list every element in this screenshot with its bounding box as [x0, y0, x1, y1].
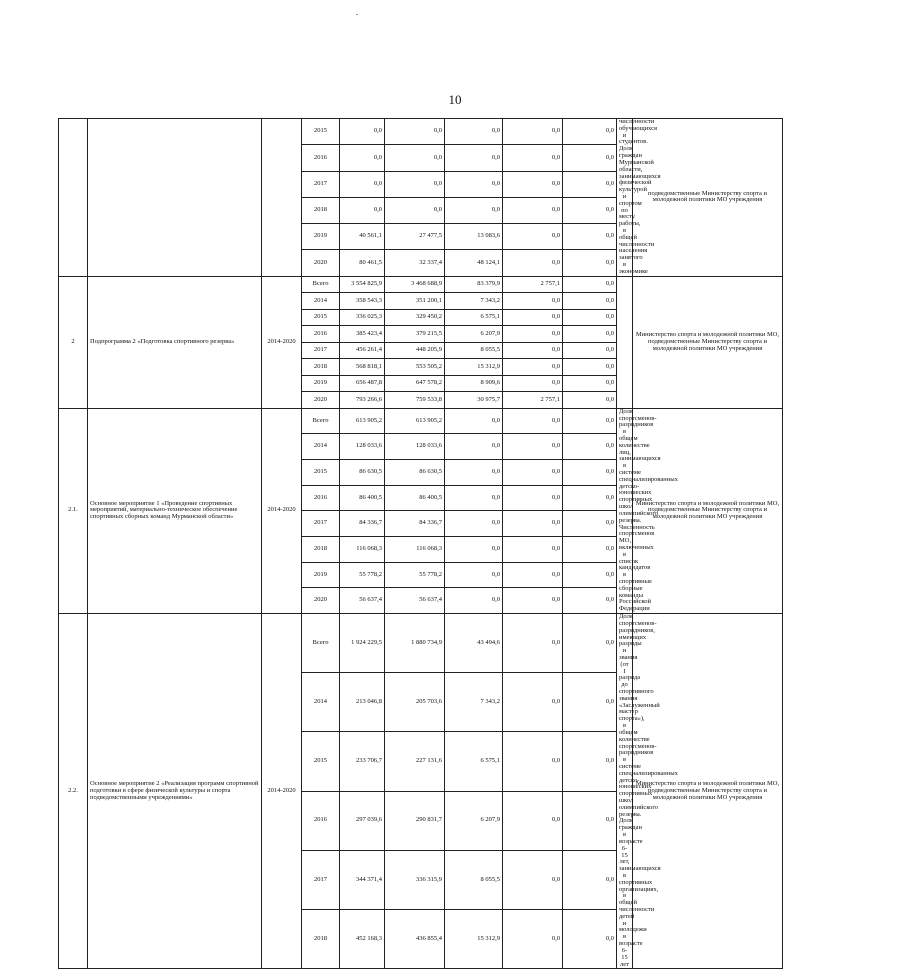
amount-cell: 0,0	[503, 460, 563, 486]
amount-cell: 0,0	[503, 910, 563, 969]
amount-cell: 6 575,1	[445, 309, 503, 326]
amount-cell: 0,0	[563, 562, 617, 588]
amount-cell: 205 703,6	[385, 673, 445, 732]
amount-cell: 128 033,6	[385, 434, 445, 460]
amount-cell: 6 575,1	[445, 732, 503, 791]
year-cell: 2015	[302, 119, 340, 145]
amount-cell: 0,0	[563, 342, 617, 359]
executor-cell: Министерство спорта и молодежной политики МО, подведомственные Министерству спорта и молодежной политики МО учреждения	[633, 614, 783, 969]
amount-cell: 379 215,5	[385, 326, 445, 343]
executor-cell: Министерство спорта и молодежной политики МО, подведомственные Министерству спорта и молодежной политики МО учреждения	[633, 408, 783, 613]
amount-cell: 0,0	[385, 171, 445, 197]
amount-cell: 0,0	[563, 485, 617, 511]
page-number: 10	[448, 92, 462, 107]
amount-cell: 0,0	[503, 732, 563, 791]
amount-cell: 0,0	[445, 434, 503, 460]
year-cell: 2018	[302, 910, 340, 969]
amount-cell: 290 831,7	[385, 791, 445, 850]
item-period: 2014-2020	[262, 408, 302, 613]
indicator-cell: Доля спортсменов-разрядников в общем количестве лиц, занимающихся в системе специализированных детско-юношеских спортивных школ олимпийского резерва. Численность спортсменов МО, включенных в список кандидатов в спортивные сборные команды Российской Федерации	[617, 408, 633, 613]
amount-cell: 80 461,5	[340, 250, 385, 276]
year-cell: 2015	[302, 309, 340, 326]
item-name: Основное мероприятие 1 «Проведение спортивных мероприятий, материально-техническое обеспечение спортивных сборных команд Мурманской области»	[88, 408, 262, 613]
item-number: 2.1.	[59, 408, 88, 613]
year-cell: 2016	[302, 145, 340, 171]
item-name: Подпрограмма 2 «Подготовка спортивного резерва»	[88, 276, 262, 408]
amount-cell: 32 337,4	[385, 250, 445, 276]
amount-cell: 0,0	[385, 145, 445, 171]
amount-cell: 0,0	[503, 250, 563, 276]
amount-cell: 8 909,6	[445, 375, 503, 392]
item-name: Основное мероприятие 2 «Реализация программ спортивной подготовки в сфере физической культуры и спорта подведомственными учреждениями»	[88, 614, 262, 969]
amount-cell: 0,0	[563, 119, 617, 145]
year-cell: 2020	[302, 392, 340, 409]
amount-cell: 0,0	[563, 673, 617, 732]
amount-cell: 86 400,5	[385, 485, 445, 511]
amount-cell: 0,0	[503, 119, 563, 145]
amount-cell: 13 083,6	[445, 224, 503, 250]
amount-cell: 0,0	[445, 562, 503, 588]
amount-cell: 0,0	[503, 408, 563, 434]
amount-cell: 0,0	[503, 562, 563, 588]
item-period: 2014-2020	[262, 276, 302, 408]
amount-cell: 0,0	[563, 910, 617, 969]
year-cell: 2015	[302, 460, 340, 486]
amount-cell: 0,0	[340, 119, 385, 145]
amount-cell: 0,0	[503, 614, 563, 673]
executor-cell: подведомственные Министерству спорта и молодежной политики МО учреждения	[633, 119, 783, 277]
amount-cell: 456 261,4	[340, 342, 385, 359]
executor-cell: Министерство спорта и молодежной политики МО, подведомственные Министерству спорта и молодежной политики МО учреждения	[633, 276, 783, 408]
item-number: 2	[59, 276, 88, 408]
amount-cell: 0,0	[563, 197, 617, 223]
amount-cell: 0,0	[503, 145, 563, 171]
amount-cell: 647 578,2	[385, 375, 445, 392]
year-cell: Всего	[302, 614, 340, 673]
year-cell: Всего	[302, 276, 340, 293]
amount-cell: 0,0	[503, 359, 563, 376]
year-cell: 2017	[302, 511, 340, 537]
amount-cell: 336 315,9	[385, 850, 445, 909]
amount-cell: 227 131,6	[385, 732, 445, 791]
amount-cell: 55 778,2	[340, 562, 385, 588]
amount-cell: 3 468 688,9	[385, 276, 445, 293]
amount-cell: 0,0	[503, 326, 563, 343]
year-cell: 2016	[302, 326, 340, 343]
year-cell: 2019	[302, 375, 340, 392]
item-name	[88, 119, 262, 277]
amount-cell: 0,0	[563, 537, 617, 563]
indicator-cell	[617, 276, 633, 408]
amount-cell: 0,0	[563, 791, 617, 850]
amount-cell: 1 880 734,9	[385, 614, 445, 673]
amount-cell: 0,0	[445, 460, 503, 486]
amount-cell: 0,0	[563, 850, 617, 909]
amount-cell: 436 855,4	[385, 910, 445, 969]
amount-cell: 0,0	[445, 537, 503, 563]
amount-cell: 0,0	[563, 293, 617, 310]
amount-cell: 0,0	[503, 342, 563, 359]
amount-cell: 329 450,2	[385, 309, 445, 326]
year-cell: 2018	[302, 197, 340, 223]
amount-cell: 0,0	[563, 434, 617, 460]
amount-cell: 0,0	[340, 145, 385, 171]
year-cell: 2014	[302, 673, 340, 732]
amount-cell: 0,0	[503, 537, 563, 563]
amount-cell: 40 561,1	[340, 224, 385, 250]
amount-cell: 0,0	[503, 434, 563, 460]
table-row	[59, 119, 844, 145]
amount-cell: 656 487,8	[340, 375, 385, 392]
amount-cell: 0,0	[503, 197, 563, 223]
amount-cell: 0,0	[340, 171, 385, 197]
amount-cell: 0,0	[563, 309, 617, 326]
year-cell: Всего	[302, 408, 340, 434]
amount-cell: 0,0	[445, 171, 503, 197]
amount-cell: 0,0	[503, 673, 563, 732]
amount-cell: 84 336,7	[385, 511, 445, 537]
item-number: 2.2.	[59, 614, 88, 969]
amount-cell: 448 205,9	[385, 342, 445, 359]
amount-cell: 116 068,3	[385, 537, 445, 563]
item-number	[59, 119, 88, 277]
item-period: 2014-2020	[262, 614, 302, 969]
amount-cell: 213 046,8	[340, 673, 385, 732]
amount-cell: 613 905,2	[340, 408, 385, 434]
amount-cell: 0,0	[563, 145, 617, 171]
amount-cell: 0,0	[563, 614, 617, 673]
amount-cell: 0,0	[445, 145, 503, 171]
amount-cell: 84 336,7	[340, 511, 385, 537]
amount-cell: 613 905,2	[385, 408, 445, 434]
amount-cell: 3 554 825,9	[340, 276, 385, 293]
amount-cell: 8 055,5	[445, 342, 503, 359]
amount-cell: 83 379,9	[445, 276, 503, 293]
indicator-cell: численности обучающихся и студентов. Доля граждан Мурманской области, занимающихся физической культурой и спортом по месту работы, в общей численности населения занятого в экономике	[617, 119, 633, 277]
amount-cell: 0,0	[445, 408, 503, 434]
amount-cell: 0,0	[445, 511, 503, 537]
year-cell: 2016	[302, 791, 340, 850]
amount-cell: 452 168,3	[340, 910, 385, 969]
table-row	[59, 614, 844, 673]
amount-cell: 6 207,9	[445, 326, 503, 343]
year-cell: 2014	[302, 293, 340, 310]
amount-cell: 0,0	[563, 732, 617, 791]
amount-cell: 0,0	[503, 293, 563, 310]
amount-cell: 0,0	[563, 359, 617, 376]
amount-cell: 0,0	[563, 375, 617, 392]
amount-cell: 86 630,5	[385, 460, 445, 486]
amount-cell: 2 757,1	[503, 392, 563, 409]
amount-cell: 8 055,5	[445, 850, 503, 909]
amount-cell: 55 778,2	[385, 562, 445, 588]
amount-cell: 0,0	[503, 850, 563, 909]
year-cell: 2015	[302, 732, 340, 791]
year-cell: 2020	[302, 588, 340, 614]
amount-cell: 27 477,5	[385, 224, 445, 250]
program-financing-table	[58, 118, 844, 969]
year-cell: 2017	[302, 342, 340, 359]
amount-cell: 2 757,1	[503, 276, 563, 293]
amount-cell: 233 706,7	[340, 732, 385, 791]
year-cell: 2018	[302, 537, 340, 563]
year-cell: 2020	[302, 250, 340, 276]
amount-cell: 0,0	[503, 485, 563, 511]
amount-cell: 0,0	[563, 171, 617, 197]
amount-cell: 0,0	[563, 511, 617, 537]
amount-cell: 0,0	[563, 588, 617, 614]
amount-cell: 358 543,3	[340, 293, 385, 310]
year-cell: 2014	[302, 434, 340, 460]
amount-cell: 30 975,7	[445, 392, 503, 409]
amount-cell: 116 068,3	[340, 537, 385, 563]
amount-cell: 0,0	[445, 119, 503, 145]
amount-cell: 0,0	[503, 791, 563, 850]
amount-cell: 793 266,6	[340, 392, 385, 409]
amount-cell: 15 312,9	[445, 359, 503, 376]
amount-cell: 0,0	[563, 460, 617, 486]
amount-cell: 553 505,2	[385, 359, 445, 376]
amount-cell: 0,0	[503, 171, 563, 197]
amount-cell: 759 533,8	[385, 392, 445, 409]
amount-cell: 0,0	[503, 511, 563, 537]
amount-cell: 0,0	[503, 309, 563, 326]
amount-cell: 15 312,9	[445, 910, 503, 969]
amount-cell: 7 343,2	[445, 293, 503, 310]
item-period	[262, 119, 302, 277]
amount-cell: 0,0	[503, 375, 563, 392]
amount-cell: 351 200,1	[385, 293, 445, 310]
year-cell: 2019	[302, 562, 340, 588]
amount-cell: 0,0	[385, 119, 445, 145]
amount-cell: 43 494,6	[445, 614, 503, 673]
amount-cell: 0,0	[503, 224, 563, 250]
amount-cell: 0,0	[563, 224, 617, 250]
amount-cell: 86 630,5	[340, 460, 385, 486]
table-row	[59, 408, 844, 434]
amount-cell: 0,0	[563, 276, 617, 293]
amount-cell: 0,0	[445, 485, 503, 511]
amount-cell: 0,0	[563, 408, 617, 434]
indicator-cell: Доля спортсменов-разрядников, имеющих разряды и звания (от I разряда до спортивного звания «Заслуженный мастер спорта»), в общем количестве спортсменов-разрядников в системе специализированных детско-юношеских спортивных школ олимпийского резерва. Доля граждан в возрасте 6-15 лет, занимающихся в спортивных организациях, в общей численности детей и молодежи в возрасте 6-15 лет	[617, 614, 633, 969]
amount-cell: 344 371,4	[340, 850, 385, 909]
amount-cell: 0,0	[563, 326, 617, 343]
amount-cell: 56 637,4	[340, 588, 385, 614]
amount-cell: 0,0	[563, 392, 617, 409]
amount-cell: 0,0	[445, 588, 503, 614]
amount-cell: 56 637,4	[385, 588, 445, 614]
amount-cell: 128 033,6	[340, 434, 385, 460]
amount-cell: 0,0	[563, 250, 617, 276]
year-cell: 2017	[302, 850, 340, 909]
amount-cell: 297 039,6	[340, 791, 385, 850]
year-cell: 2017	[302, 171, 340, 197]
amount-cell: 0,0	[340, 197, 385, 223]
table-row	[59, 276, 844, 293]
amount-cell: 0,0	[503, 588, 563, 614]
year-cell: 2018	[302, 359, 340, 376]
amount-cell: 0,0	[385, 197, 445, 223]
amount-cell: 568 818,1	[340, 359, 385, 376]
amount-cell: 0,0	[445, 197, 503, 223]
amount-cell: 1 924 229,5	[340, 614, 385, 673]
amount-cell: 336 025,3	[340, 309, 385, 326]
amount-cell: 86 400,5	[340, 485, 385, 511]
amount-cell: 385 423,4	[340, 326, 385, 343]
year-cell: 2016	[302, 485, 340, 511]
amount-cell: 6 207,9	[445, 791, 503, 850]
scan-speck	[356, 14, 358, 15]
amount-cell: 7 343,2	[445, 673, 503, 732]
amount-cell: 48 124,1	[445, 250, 503, 276]
year-cell: 2019	[302, 224, 340, 250]
